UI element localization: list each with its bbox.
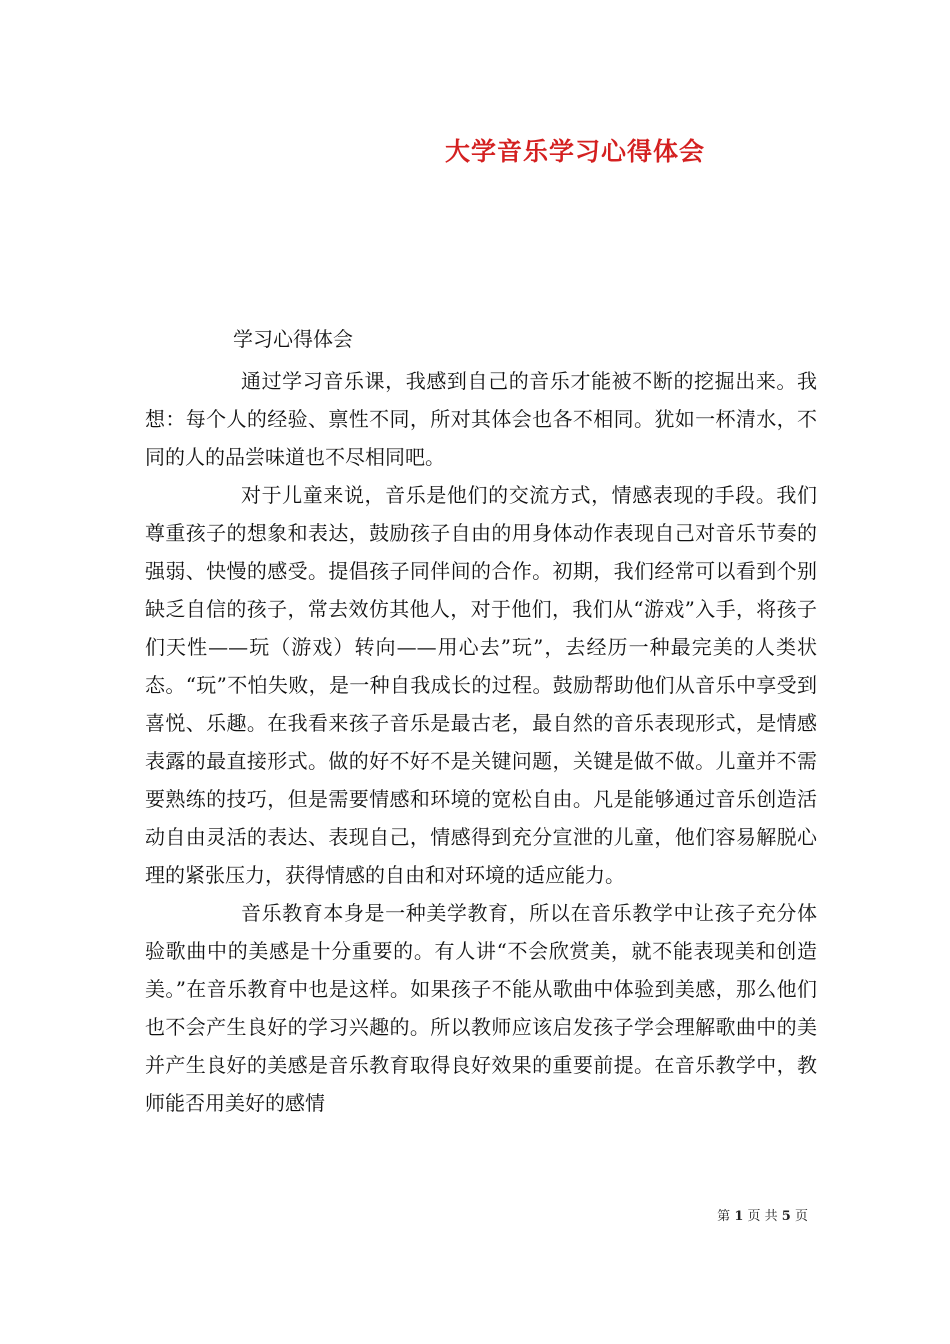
document-body bbox=[145, 362, 817, 1122]
footer-middle: 页 共 bbox=[747, 1209, 778, 1224]
paragraph-3: 音乐教育本身是一种美学教育，所以在音乐教学中让孩子充分体验歌曲中的美感是十分重要的。有人讲“不会欣赏美，就不能表现美和创造美。”在音乐教育中也是这样。如果孩子不能从歌曲中体验到美感，那么他们也不会产生良好的学习兴趣的。所以教师应该启发孩子学会理解歌曲中的美并产生良好的美感是音乐教育取得良好效果的重要前提。在音乐教学中，教师能否用美好的感情 bbox=[145, 901, 817, 1115]
paragraph-2: 对于儿童来说，音乐是他们的交流方式，情感表现的手段。我们尊重孩子的想象和表达，鼓励孩子自由的用身体动作表现自己对音乐节奏的强弱、快慢的感受。提倡孩子同伴间的合作。初期，我们经常可以看到个别缺乏自信的孩子，常去效仿其他人，对于他们，我们从“游戏”入手，将孩子们天性——玩（游戏）转向——用心去”玩”，去经历一种最完美的人类状态。“玩”不怕失败，是一种自我成长的过程。鼓励帮助他们从音乐中享受到喜悦、乐趣。在我看来孩子音乐是最古老，最自然的音乐表现形式，是情感表露的最直接形式。做的好不好不是关键问题，关键是做不做。儿童并不需要熟练的技巧，但是需要情感和环境的宽松自由。凡是能够通过音乐创造活动自由灵活的表达、表现自己，情感得到充分宣泄的儿童，他们容易解脱心理的紧张压力，获得情感的自由和对环境的适应能力。 bbox=[145, 483, 817, 887]
footer-page-number: 1 bbox=[734, 1209, 744, 1224]
footer-prefix: 第 bbox=[717, 1209, 731, 1224]
document-subtitle: 学习心得体会 bbox=[233, 327, 353, 351]
footer-total-pages: 5 bbox=[781, 1209, 791, 1224]
document-title: 大学音乐学习心得体会 bbox=[444, 137, 705, 166]
page-footer bbox=[717, 1205, 808, 1224]
paragraph-1: 通过学习音乐课，我感到自己的音乐才能被不断的挖掘出来。我想：每个人的经验、禀性不同，所对其体会也各不相同。犹如一杯清水，不同的人的品尝味道也不尽相同吧。 bbox=[145, 369, 817, 469]
footer-suffix: 页 bbox=[794, 1209, 808, 1224]
